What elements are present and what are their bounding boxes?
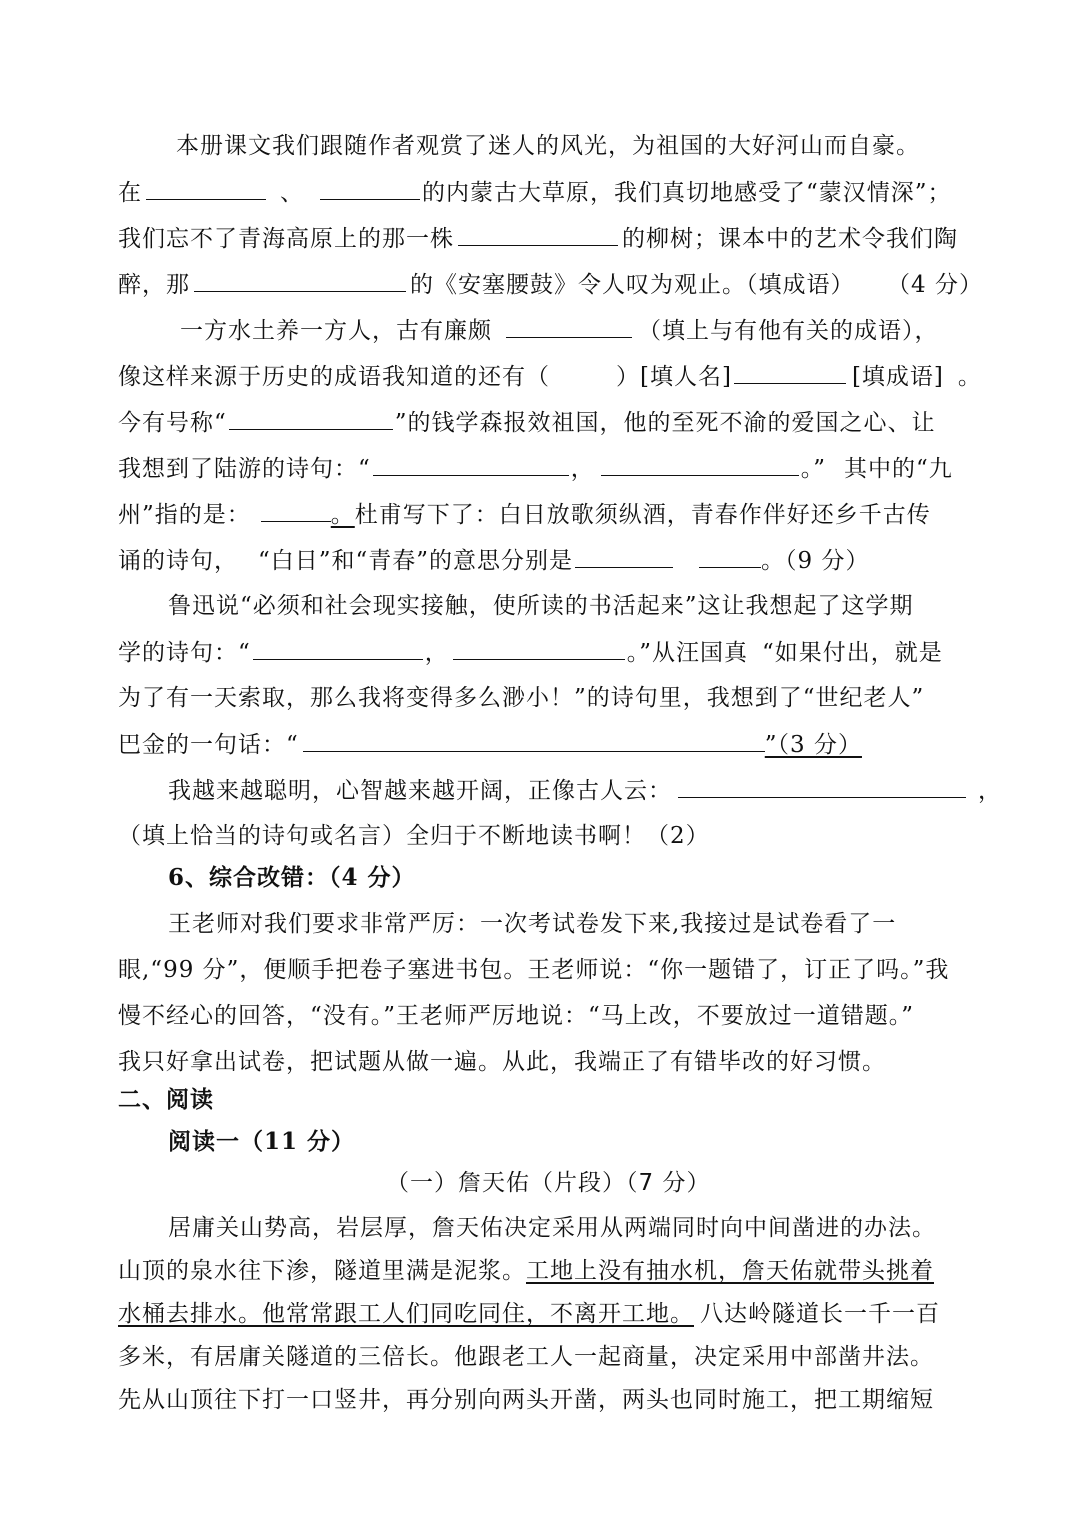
- answer-blank[interactable]: [194, 269, 406, 292]
- answer-blank[interactable]: [146, 177, 266, 200]
- score: ”（3 分）: [764, 732, 862, 758]
- text: 巴金的一句话：“: [118, 732, 299, 758]
- passage-line-2: [118, 1256, 934, 1286]
- answer-blank[interactable]: [506, 315, 632, 338]
- text: 诵的诗句，: [118, 548, 238, 574]
- answer-blank[interactable]: [575, 545, 673, 568]
- text: “如果付出，就是: [762, 640, 943, 666]
- text: 我想到了陆游的诗句：“: [118, 456, 371, 482]
- text: ，: [424, 640, 449, 666]
- p3-line-3: 为了有一天索取，那么我将变得多么渺小！”的诗句里，我想到了“世纪老人”: [118, 685, 925, 711]
- text: 八达岭隧道长一千一百: [700, 1301, 940, 1327]
- p1-line-2: [118, 177, 952, 208]
- passage-line-3: [118, 1299, 940, 1329]
- p2-line-2: [118, 361, 982, 392]
- passage-line-4: 多米，有居庸关隧道的三倍长。他跟老工人一起商量，决定采用中部凿井法。: [118, 1344, 934, 1370]
- passage-line-1: 居庸关山势高，岩层厚，詹天佑决定采用从两端同时向中间凿进的办法。: [168, 1215, 936, 1241]
- answer-blank[interactable]: [601, 453, 799, 476]
- answer-blank[interactable]: [253, 637, 423, 660]
- answer-blank[interactable]: [734, 361, 846, 384]
- text: 。: [957, 364, 982, 390]
- answer-blank[interactable]: [303, 729, 765, 752]
- reading-subheading: 阅读一（11 分）: [168, 1128, 356, 1155]
- text: 。”: [800, 456, 827, 482]
- answer-blank[interactable]: [229, 407, 393, 430]
- text: 。”从汪国真: [626, 640, 749, 666]
- p3-line-1: 鲁迅说“必须和社会现实接触，使所读的书活起来”这让我想起了这学期: [168, 593, 914, 619]
- answer-blank[interactable]: [320, 177, 420, 200]
- text: 、: [280, 180, 304, 206]
- p1-line-1: 本册课文我们跟随作者观赏了迷人的风光，为祖国的大好河山而自豪。: [176, 133, 920, 159]
- text: 其中的“九: [844, 456, 953, 482]
- text: ，: [978, 778, 1002, 804]
- answer-blank[interactable]: [261, 499, 331, 522]
- answer-blank[interactable]: [453, 637, 625, 660]
- s6-line-1: 王老师对我们要求非常严厉：一次考试卷发下来,我接过是试卷看了一: [168, 911, 897, 937]
- text: “白日”和“青春”的意思分别是: [258, 548, 574, 574]
- text: 学的诗句：“: [118, 640, 251, 666]
- text: 的内蒙古大草原，我们真切地感受了“蒙汉情深”；: [422, 180, 952, 206]
- s6-line-4: 我只好拿出试卷，把试题从做一遍。从此，我端正了有错毕改的好习惯。: [118, 1049, 886, 1075]
- s6-line-3: 慢不经心的回答，“没有。”王老师严厉地说：“马上改，不要放过一道错题。”: [118, 1003, 915, 1029]
- text: 今有号称“: [118, 410, 227, 436]
- p1-line-3: [118, 223, 958, 254]
- text: [填成语]: [851, 364, 944, 390]
- text: ）[填人名]: [616, 364, 732, 390]
- text: 一方水土养一方人，古有廉颇: [180, 318, 492, 344]
- text: 在: [118, 180, 142, 206]
- answer-blank[interactable]: [699, 545, 761, 568]
- p2-line-3: [118, 407, 936, 438]
- text: 杜甫写下了：白日放歌须纵酒，青春作伴好还乡千古传: [354, 502, 931, 528]
- answer-blank[interactable]: [373, 453, 569, 476]
- underlined-sentence: 工地上没有抽水机，詹天佑就带头挑着: [526, 1258, 934, 1284]
- text: 的《安塞腰鼓》令人叹为观止。（填成语）: [410, 272, 855, 298]
- p4-line-1: [168, 775, 1002, 806]
- text: 。（9 分）: [761, 548, 870, 574]
- passage-line-5: 先从山顶往下打一口竖井，再分别向两头开凿，两头也同时施工，把工期缩短: [118, 1387, 934, 1413]
- text: 山顶的泉水往下渗，隧道里满是泥浆。: [118, 1258, 526, 1284]
- answer-blank[interactable]: [458, 223, 618, 246]
- p3-line-2: [118, 637, 943, 668]
- text: ”的钱学森报效祖国，他的至死不渝的爱国之心、让: [394, 410, 936, 436]
- underlined-sentence: 水桶去排水。他常常跟工人们同吃同住，不离开工地。: [118, 1301, 694, 1327]
- p1-line-4: [118, 269, 983, 300]
- p2-line-1: [180, 315, 939, 346]
- p3-line-4: [118, 729, 876, 760]
- section-6-heading: 6、综合改错：（4 分）: [168, 864, 416, 891]
- passage-title: （一）詹天佑（片段）（7 分）: [386, 1170, 711, 1196]
- text: 我越来越聪明，心智越来越开阔，正像古人云：: [168, 778, 672, 804]
- p4-line-2: （填上恰当的诗句或名言）全归于不断地读书啊！（2）: [118, 823, 710, 849]
- text: 像这样来源于历史的成语我知道的还有（: [118, 364, 550, 390]
- text: 我们忘不了青海高原上的那一株: [118, 226, 454, 252]
- answer-blank[interactable]: [678, 775, 966, 798]
- text: 的柳树；课本中的艺术令我们陶: [622, 226, 958, 252]
- text: 州”指的是：: [118, 502, 251, 528]
- p2-line-6: [118, 545, 870, 576]
- text: ，: [570, 456, 595, 482]
- text: 。: [330, 502, 355, 528]
- text: 醉，那: [118, 272, 190, 298]
- score: （4 分）: [898, 272, 983, 298]
- p2-line-4: [118, 453, 953, 484]
- p2-line-5: [118, 499, 931, 530]
- s6-line-2: 眼,“99 分”，便顺手把卷子塞进书包。王老师说：“你一题错了，订正了吗。”我: [118, 957, 950, 983]
- reading-heading: 二、阅读: [118, 1086, 214, 1113]
- text: （填上与有他有关的成语），: [638, 318, 939, 344]
